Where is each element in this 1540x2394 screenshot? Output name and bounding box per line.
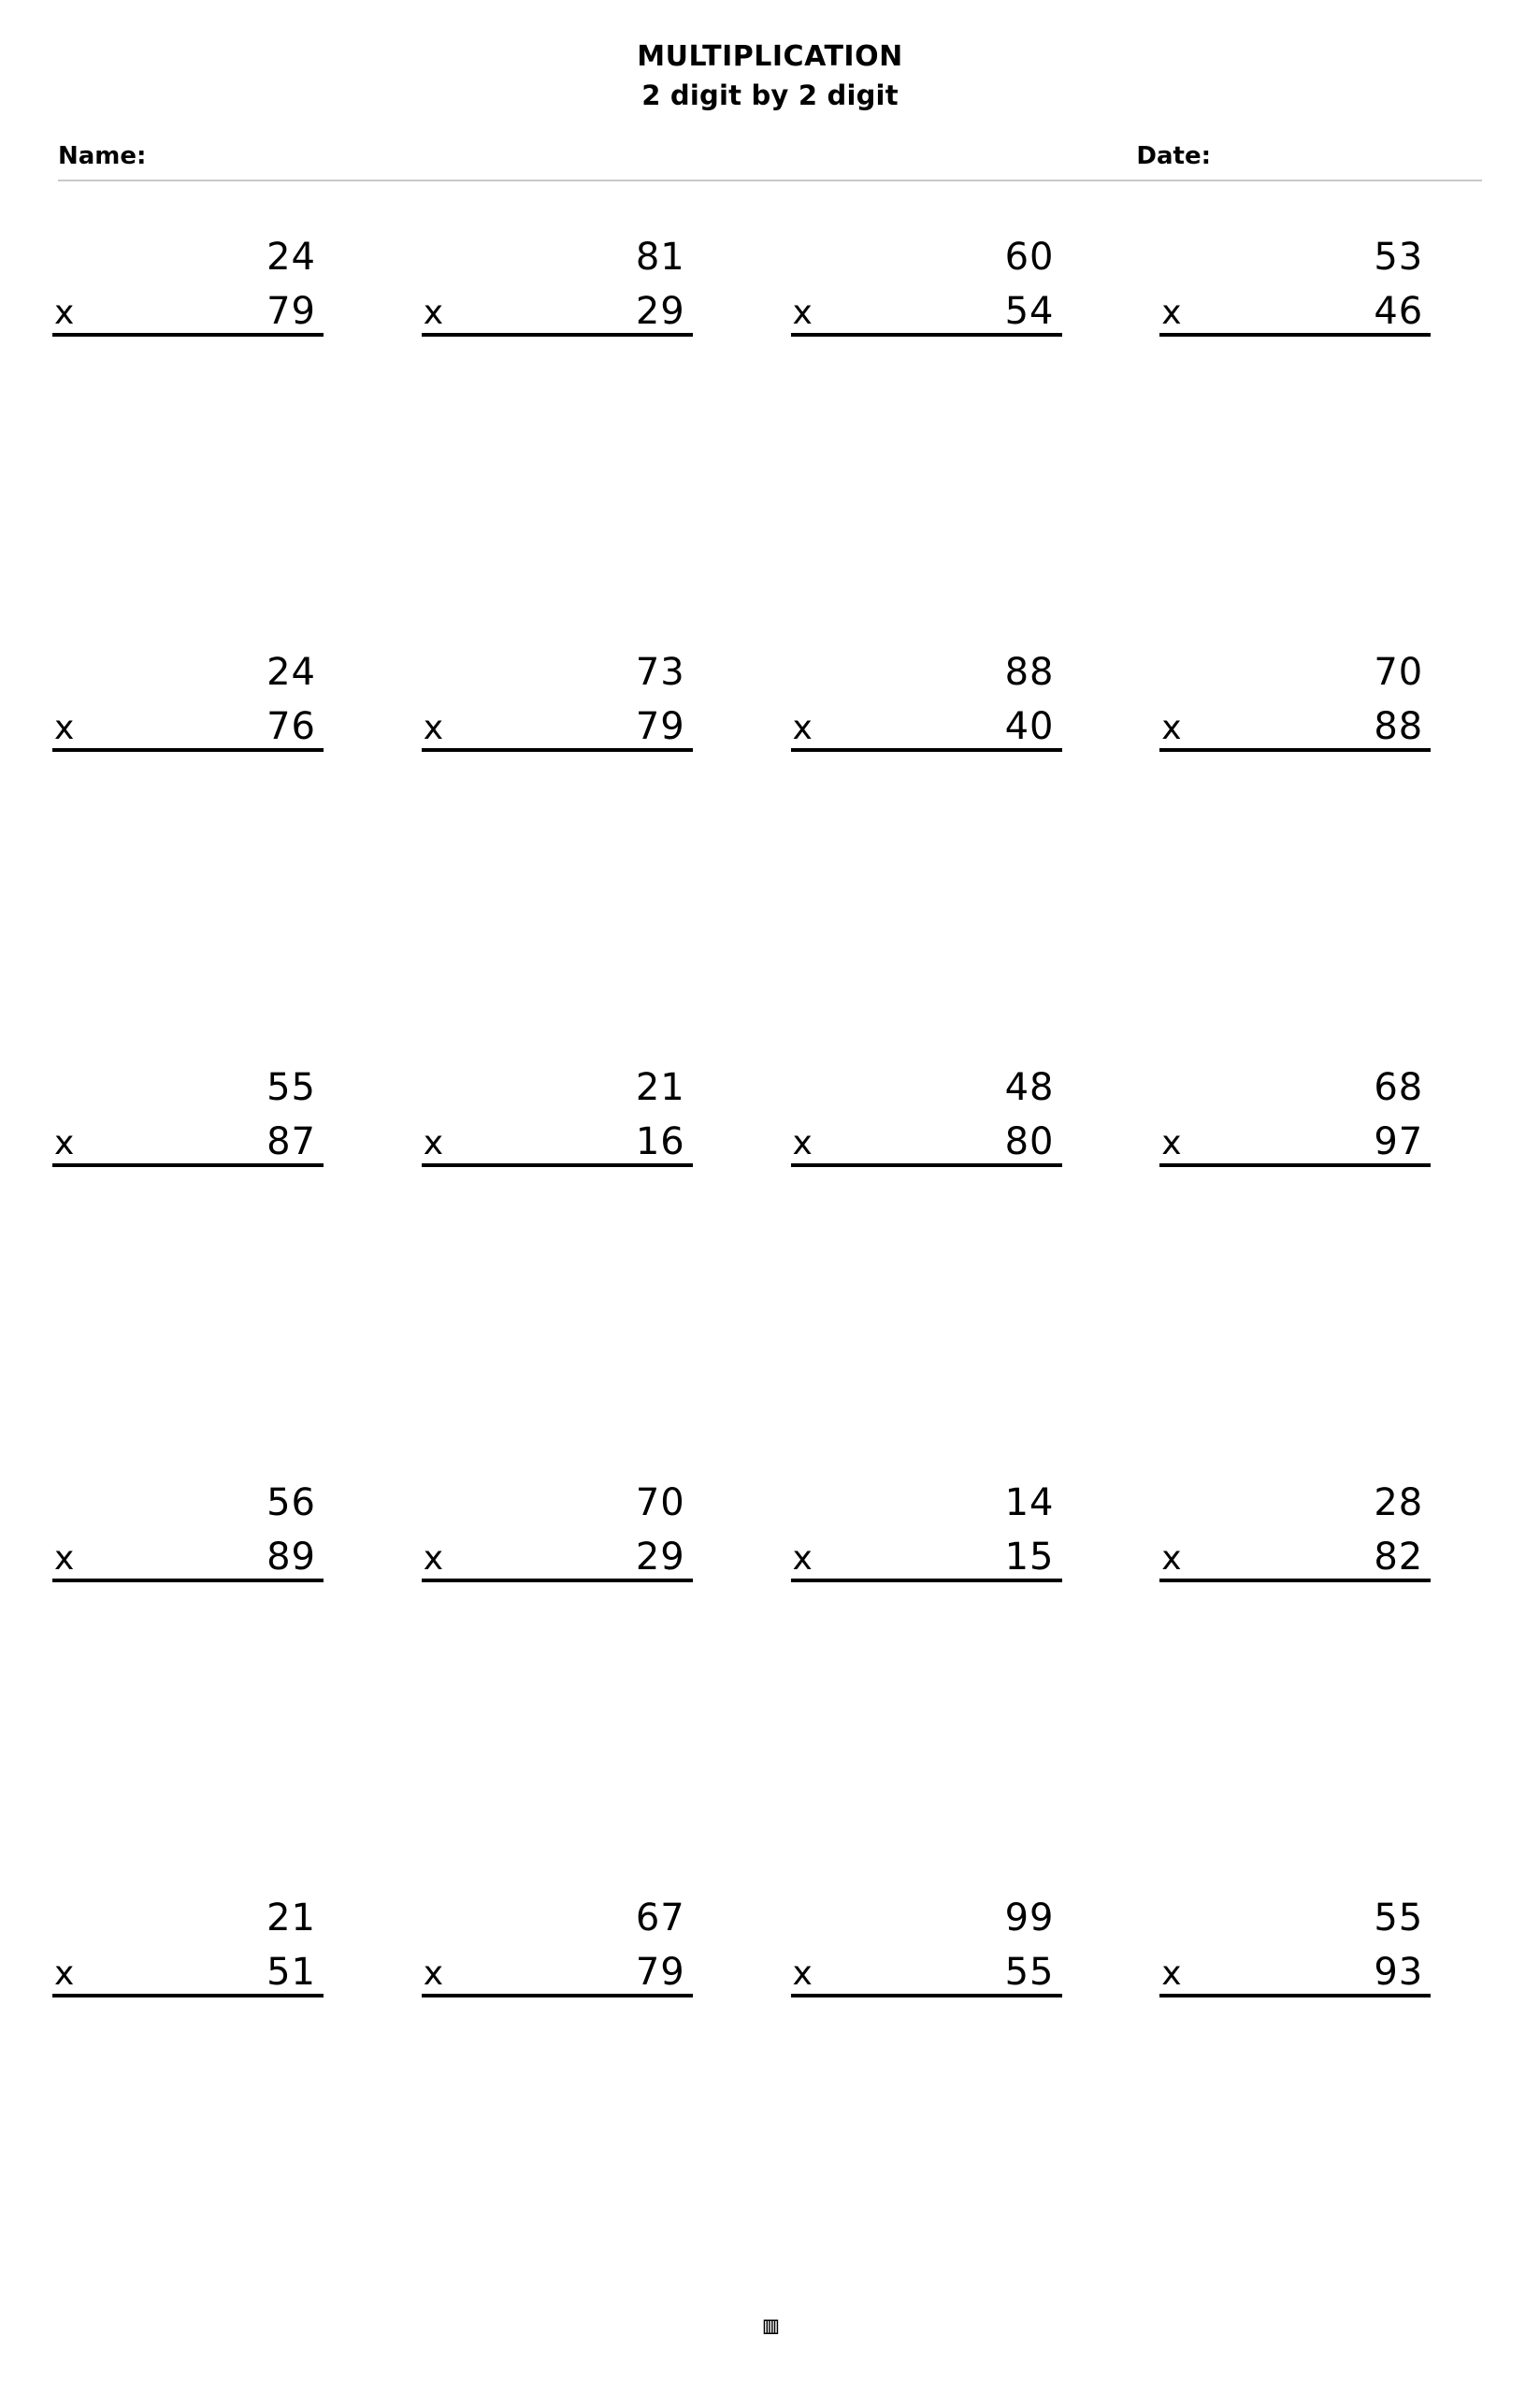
multiplication-bar — [1159, 289, 1431, 337]
multiply-operator: x — [423, 293, 444, 332]
multiplication-bar — [52, 704, 324, 752]
page-footer — [0, 2312, 1540, 2340]
multiplication-bar — [52, 1119, 324, 1167]
page-title: MULTIPLICATION — [637, 40, 903, 73]
multiplier: 80 — [1004, 1119, 1055, 1163]
multiply-operator: x — [792, 293, 813, 332]
name-label: Name: — [58, 141, 147, 170]
problem-11 — [770, 1065, 1140, 1483]
student-meta-row — [58, 142, 1482, 181]
multiplicand: 24 — [266, 650, 316, 694]
multiplicand: 70 — [635, 1480, 685, 1524]
multiplication-bar — [1159, 1119, 1431, 1167]
problem-row — [32, 1065, 1508, 1483]
multiplicand: 88 — [1004, 650, 1055, 694]
multiplicand: 24 — [266, 235, 316, 279]
multiplication-bar — [52, 1537, 324, 1582]
multiplier: 87 — [266, 1119, 316, 1163]
problem-2 — [401, 235, 770, 653]
multiply-operator: x — [1161, 708, 1182, 747]
problem-14 — [401, 1480, 770, 1898]
multiply-operator: x — [423, 708, 444, 747]
multiplicand: 48 — [1004, 1065, 1055, 1109]
multiplier: 97 — [1374, 1119, 1424, 1163]
multiply-operator: x — [1161, 1123, 1182, 1162]
multiply-operator: x — [423, 1538, 444, 1578]
date-label: Date: — [1136, 141, 1211, 170]
multiplier: 29 — [635, 1535, 685, 1579]
multiplicand: 55 — [266, 1065, 316, 1109]
problem-10 — [401, 1065, 770, 1483]
worksheet-header — [0, 0, 1540, 112]
multiplicand: 21 — [635, 1065, 685, 1109]
multiply-operator: x — [54, 708, 75, 747]
multiplier: 40 — [1004, 704, 1055, 748]
page-subtitle: 2 digit by 2 digit — [641, 79, 899, 111]
multiply-operator: x — [792, 1123, 813, 1162]
multiplier: 55 — [1004, 1950, 1055, 1994]
multiplication-bar — [52, 289, 324, 337]
problems-grid — [0, 235, 1540, 2314]
problem-5 — [32, 650, 401, 1068]
multiply-operator: x — [1161, 1954, 1182, 1993]
multiplication-bar — [422, 1119, 693, 1167]
multiplier: 16 — [635, 1119, 685, 1163]
multiplicand: 53 — [1374, 235, 1424, 279]
multiplicand: 28 — [1374, 1480, 1424, 1524]
multiplicand: 70 — [1374, 650, 1424, 694]
problem-4 — [1139, 235, 1508, 653]
multiplication-bar — [1159, 704, 1431, 752]
multiplication-bar — [791, 1119, 1062, 1167]
problem-row — [32, 1480, 1508, 1898]
multiplication-bar — [422, 1537, 693, 1582]
multiplication-bar — [1159, 1537, 1431, 1582]
multiply-operator: x — [54, 1123, 75, 1162]
problem-1 — [32, 235, 401, 653]
multiplication-bar — [791, 704, 1062, 752]
multiply-operator: x — [792, 708, 813, 747]
multiplier: 54 — [1004, 289, 1055, 333]
problem-6 — [401, 650, 770, 1068]
multiplicand: 55 — [1374, 1896, 1424, 1940]
problem-18 — [401, 1898, 770, 2314]
multiplicand: 73 — [635, 650, 685, 694]
multiply-operator: x — [423, 1954, 444, 1993]
problem-17 — [32, 1898, 401, 2314]
multiplication-bar — [791, 1537, 1062, 1582]
multiply-operator: x — [54, 1538, 75, 1578]
multiply-operator: x — [54, 293, 75, 332]
multiplication-bar — [422, 289, 693, 337]
multiplier: 79 — [635, 1950, 685, 1994]
multiplicand: 67 — [635, 1896, 685, 1940]
multiplication-bar — [791, 1950, 1062, 1997]
problem-row — [32, 1898, 1508, 2314]
multiplicand: 81 — [635, 235, 685, 279]
multiplicand: 99 — [1004, 1896, 1055, 1940]
multiplication-bar — [791, 289, 1062, 337]
multiplication-bar — [52, 1950, 324, 1997]
multiply-operator: x — [423, 1123, 444, 1162]
multiply-operator: x — [1161, 293, 1182, 332]
multiplication-bar — [422, 704, 693, 752]
problem-13 — [32, 1480, 401, 1898]
multiplier: 88 — [1374, 704, 1424, 748]
multiply-operator: x — [1161, 1538, 1182, 1578]
problem-7 — [770, 650, 1140, 1068]
multiplier: 89 — [266, 1535, 316, 1579]
problem-15 — [770, 1480, 1140, 1898]
multiplier: 93 — [1374, 1950, 1424, 1994]
multiplier: 79 — [635, 704, 685, 748]
problem-20 — [1139, 1898, 1508, 2314]
multiply-operator: x — [792, 1954, 813, 1993]
multiplier: 46 — [1374, 289, 1424, 333]
multiplier: 82 — [1374, 1535, 1424, 1579]
multiply-operator: x — [792, 1538, 813, 1578]
multiplier: 51 — [266, 1950, 316, 1994]
multiplicand: 21 — [266, 1896, 316, 1940]
multiplier: 29 — [635, 289, 685, 333]
problem-16 — [1139, 1480, 1508, 1898]
multiplier: 76 — [266, 704, 316, 748]
multiplicand: 60 — [1004, 235, 1055, 279]
publisher-logo-icon: ▥ — [763, 2312, 777, 2340]
problem-row — [32, 235, 1508, 653]
multiplier: 15 — [1004, 1535, 1055, 1579]
problem-3 — [770, 235, 1140, 653]
problem-12 — [1139, 1065, 1508, 1483]
multiplicand: 14 — [1004, 1480, 1055, 1524]
multiply-operator: x — [54, 1954, 75, 1993]
problem-19 — [770, 1898, 1140, 2314]
multiplication-bar — [1159, 1950, 1431, 1997]
problem-row — [32, 650, 1508, 1068]
multiplication-bar — [422, 1950, 693, 1997]
multiplier: 79 — [266, 289, 316, 333]
multiplicand: 68 — [1374, 1065, 1424, 1109]
multiplicand: 56 — [266, 1480, 316, 1524]
problem-9 — [32, 1065, 401, 1483]
problem-8 — [1139, 650, 1508, 1068]
